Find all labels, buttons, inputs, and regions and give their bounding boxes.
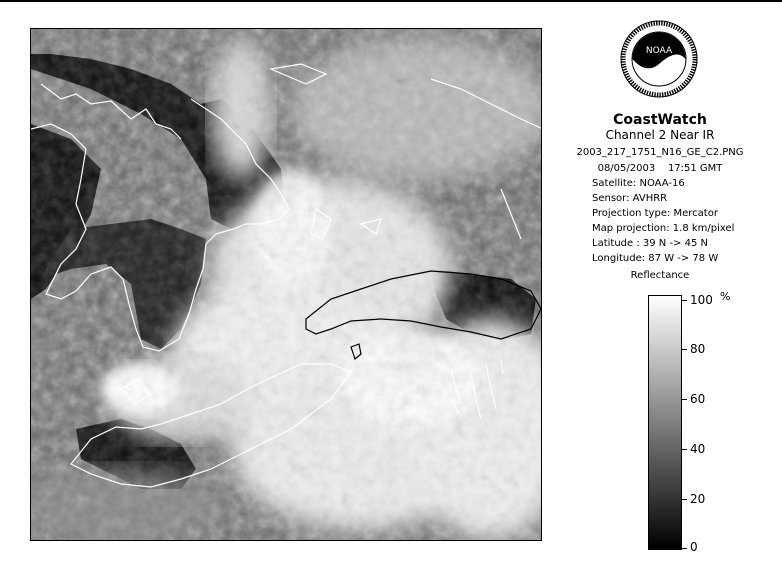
colorbar <box>648 295 682 550</box>
logo-text: NOAA <box>645 46 673 56</box>
colorbar-tick-label: 40 <box>690 442 706 456</box>
colorbar-tick-label: 60 <box>690 392 706 406</box>
channel-label: Channel 2 Near IR <box>605 128 715 142</box>
colorbar-tick-label: 80 <box>690 342 706 356</box>
colorbar-tick <box>682 399 687 400</box>
colorbar-tick <box>682 449 687 450</box>
colorbar-axis <box>682 293 722 554</box>
file-name: 2003_217_1751_N16_GE_C2.PNG <box>576 147 744 158</box>
colorbar-tick <box>682 349 687 350</box>
metadata-projection-type: Projection type: Mercator <box>592 208 718 219</box>
metadata-sensor: Sensor: AVHRR <box>592 193 668 204</box>
product-title: CoastWatch <box>613 112 707 128</box>
date: 08/05/2003 <box>597 163 656 174</box>
time: 17:51 GMT <box>667 163 723 174</box>
metadata-longitude: Longitude: 87 W -> 78 W <box>592 253 719 264</box>
satellite-image <box>30 28 542 541</box>
top-rule <box>0 0 782 2</box>
metadata-list <box>592 176 734 266</box>
noaa-logo <box>620 20 698 98</box>
colorbar-label: Reflectance <box>630 270 690 281</box>
metadata-latitude: Latitude : 39 N -> 45 N <box>592 238 708 249</box>
colorbar-unit: % <box>720 290 731 303</box>
colorbar-tick <box>682 499 687 500</box>
colorbar-tick-label: 100 <box>690 293 713 307</box>
metadata-map-projection: Map projection: 1.8 km/pixel <box>592 223 735 234</box>
colorbar-tick <box>682 300 687 301</box>
colorbar-tick-label: 20 <box>690 492 706 506</box>
colorbar-tick <box>682 548 687 549</box>
cloud-texture <box>31 29 542 541</box>
date-time <box>555 162 765 175</box>
metadata-satellite: Satellite: NOAA-16 <box>592 178 685 189</box>
colorbar-tick-label: 0 <box>690 540 698 554</box>
